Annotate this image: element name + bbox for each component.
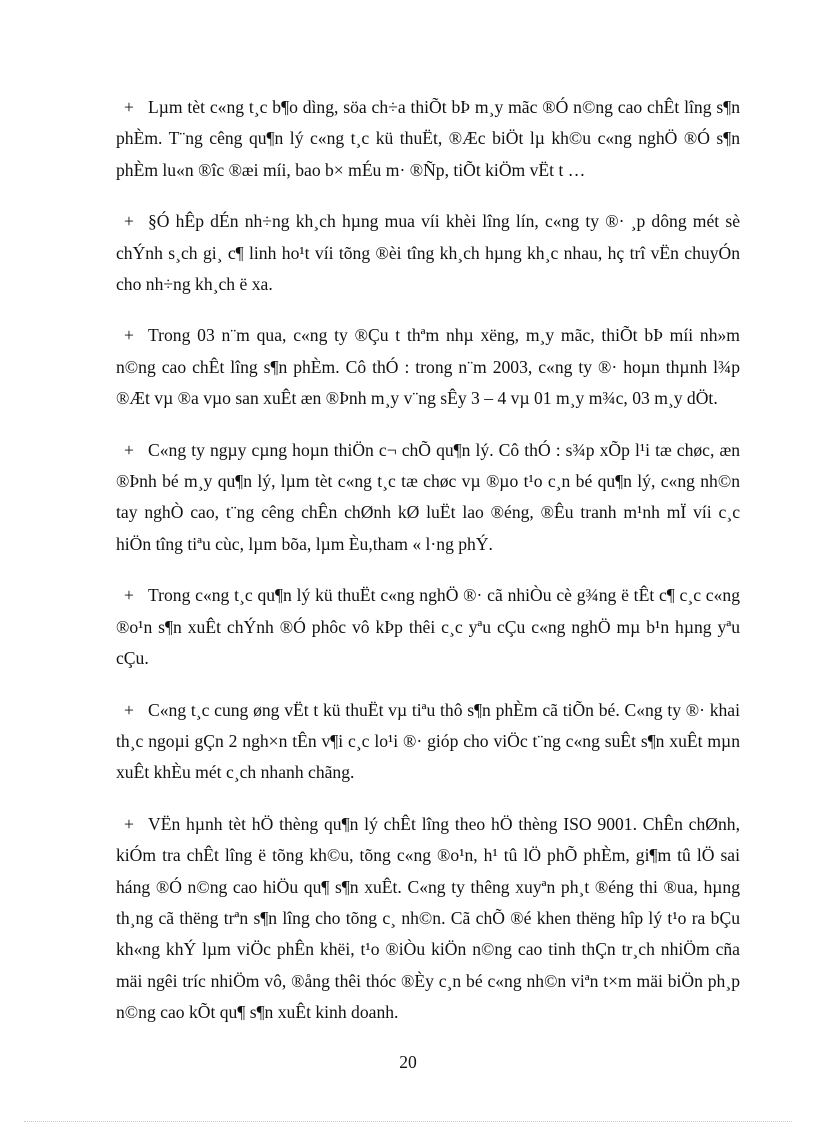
- bullet-plus: +: [124, 699, 134, 720]
- paragraph-text: Lµm tèt c«ng t¸c b¶o dìng, söa ch÷a thiÕt bÞ m¸y mãc ®Ó n©ng cao chÊt lîng s¶n phÈm. T¨ng cêng qu¶n lý c«ng t¸c kü thuËt, ®Æc biÖt lµ kh©u c«ng nghÖ ®Ó s¶n phÈm lu«n ®îc ®æi míi, bao b× mÉu m· ®Ñp, tiÕt kiÖm vËt t …: [116, 97, 740, 180]
- paragraph-7: [116, 809, 740, 1029]
- paragraph-text: Trong c«ng t¸c qu¶n lý kü thuËt c«ng nghÖ ®· cã nhiÒu cè g¾ng ë tÊt c¶ c¸c c«ng ®o¹n s¶n xuÊt chÝnh ®Ó phôc vô kÞp thêi c¸c yªu cÇu c«ng nghÖ mµ b¹n hµng yªu cÇu.: [116, 585, 740, 669]
- bullet-plus: +: [124, 97, 134, 117]
- body-text: [116, 92, 740, 1049]
- paragraph-1: [116, 92, 740, 186]
- paragraph-5: [116, 580, 740, 674]
- page-bottom-divider: [24, 1121, 792, 1122]
- paragraph-4: [116, 435, 740, 561]
- bullet-plus: +: [124, 813, 134, 834]
- bullet-plus: +: [124, 325, 134, 346]
- bullet-plus: +: [124, 585, 134, 606]
- page-number: 20: [399, 1052, 417, 1072]
- paragraph-6: [116, 695, 740, 789]
- paragraph-text: C«ng ty ngµy cµng hoµn thiÖn c¬ chÕ qu¶n lý. Cô thÓ : s¾p xÕp l¹i tæ chøc, æn ®Þnh bé m¸y qu¶n lý, lµm tèt c«ng t¸c tæ chøc vµ ®µo t¹o c¸n bé qu¶n lý, c«ng nh©n tay nghÒ cao, t¨ng cêng chÊn chØnh kØ luËt lao ®éng, ®Êu tranh m¹nh mÏ víi c¸c hiÖn tîng tiªu cùc, lµm bõa, lµm Èu,tham « l·ng phÝ.: [116, 439, 740, 554]
- paragraph-text: §Ó hÊp dÉn nh÷ng kh¸ch hµng mua víi khèi lîng lín, c«ng ty ®· ¸p dông mét sè chÝnh s¸ch gi¸ c¶ linh ho¹t víi tõng ®èi tîng kh¸ch hµng kh¸c nhau, hç trî vËn chuyÓn cho nh÷ng kh¸ch ë xa.: [116, 211, 740, 295]
- paragraph-2: [116, 206, 740, 300]
- bullet-plus: +: [124, 211, 134, 232]
- paragraph-text: Trong 03 n¨m qua, c«ng ty ®Çu t thªm nhµ xëng, m¸y mãc, thiÕt bÞ míi nh»m n©ng cao chÊt lîng s¶n phÈm. Cô thÓ : trong n¨m 2003, c«ng ty ®· hoµn thµnh l¾p ®Æt vµ ®a vµo san xuÊt æn ®Þnh m¸y v¨ng sÊy 3 – 4 vµ 01 m¸y m¾c, 03 m¸y dÖt.: [116, 325, 740, 409]
- paragraph-text: C«ng t¸c cung øng vËt t kü thuËt vµ tiªu thô s¶n phÈm cã tiÕn bé. C«ng ty ®· khai th¸c ngoµi gÇn 2 ngh×n tÊn v¶i c¸c lo¹i ®· gióp cho viÖc t¨ng c«ng suÊt s¶n xuÊt mµn xuÊt khÈu mét c¸ch nhanh chãng.: [116, 699, 740, 783]
- paragraph-3: [116, 320, 740, 414]
- paragraph-text: VËn hµnh tèt hÖ thèng qu¶n lý chÊt lîng theo hÖ thèng ISO 9001. ChÊn chØnh, kiÓm tra chÊt lîng ë tõng kh©u, tõng c«ng ®o¹n, h¹ tû lÖ phÕ phÈm, gi¶m tû lÖ sai háng ®Ó n©ng cao hiÖu qu¶ s¶n xuÊt. C«ng ty thêng xuyªn ph¸t ®éng thi ®ua, hµng th¸ng cã thëng trªn s¶n lîng cho tõng c¸ nh©n. Cã chÕ ®é khen thëng hîp lý t¹o ra bÇu kh«ng khÝ lµm viÖc phÊn khëi, t¹o ®iÒu kiÖn n©ng cao tinh thÇn tr¸ch nhiÖm cña mäi ngêi tríc nhiÖm vô, ®ång thêi thóc ®Èy c¸n bé c«ng nh©n viªn t×m mäi biÖn ph¸p n©ng cao kÕt qu¶ s¶n xuÊt kinh doanh.: [116, 813, 740, 1023]
- bullet-plus: +: [124, 439, 134, 460]
